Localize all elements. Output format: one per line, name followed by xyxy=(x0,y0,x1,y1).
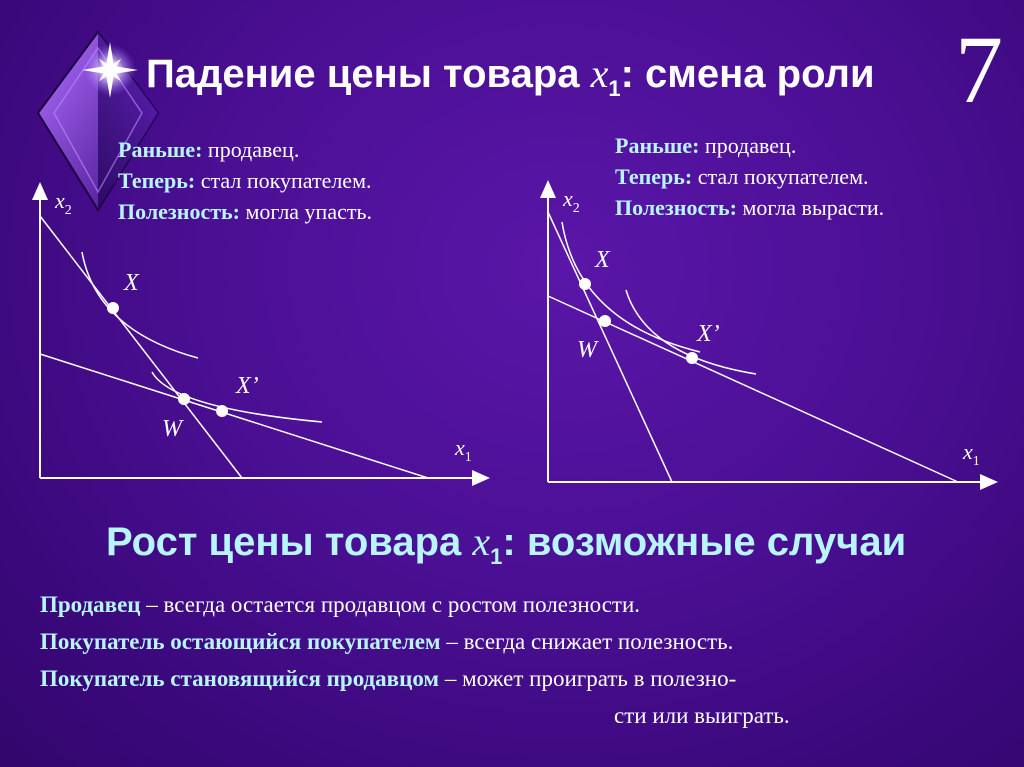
left-y-axis-label: $x_2$ xyxy=(55,188,72,218)
right-x-axis-label: $x_1$ xyxy=(963,439,980,469)
right-point-x xyxy=(579,278,591,290)
page-title: Падение цены товара $x_1$: смена роли xyxy=(146,51,875,101)
left-label-w: W xyxy=(162,416,182,442)
left-x-axis-label: $x_1$ xyxy=(455,435,472,465)
right-info-block: Раньше: продавец. Теперь: стал покупателем. Полезность: могла вырасти. xyxy=(615,133,885,220)
right-y-axis-label: $x_2$ xyxy=(563,186,580,216)
case-item: Покупатель становящийся продавцом – может проиграть в полезно- xyxy=(40,666,737,691)
case-continuation: сти или выиграть. xyxy=(614,703,790,728)
right-label-w: W xyxy=(577,337,597,363)
left-label-x-prime: X’ xyxy=(236,373,259,399)
section-title: Рост цены товара $x_1$: возможные случаи xyxy=(106,519,907,569)
right-budget-line-original xyxy=(548,212,672,482)
case-item: Покупатель остающийся покупателем – всегда снижает полезность. xyxy=(40,629,734,654)
left-info-block: Раньше: продавец. Теперь: стал покупателем. Полезность: могла упасть. xyxy=(118,137,373,224)
right-point-w xyxy=(599,315,611,327)
right-label-x: X xyxy=(595,247,610,273)
right-point-x-prime xyxy=(686,352,698,364)
case-item: Продавец – всегда остается продавцом с ростом полезности. xyxy=(40,592,641,617)
left-label-x: X xyxy=(124,270,139,296)
slide-number: 7 xyxy=(955,16,1003,123)
right-label-x-prime: X’ xyxy=(697,321,720,347)
cases-list xyxy=(40,586,790,734)
